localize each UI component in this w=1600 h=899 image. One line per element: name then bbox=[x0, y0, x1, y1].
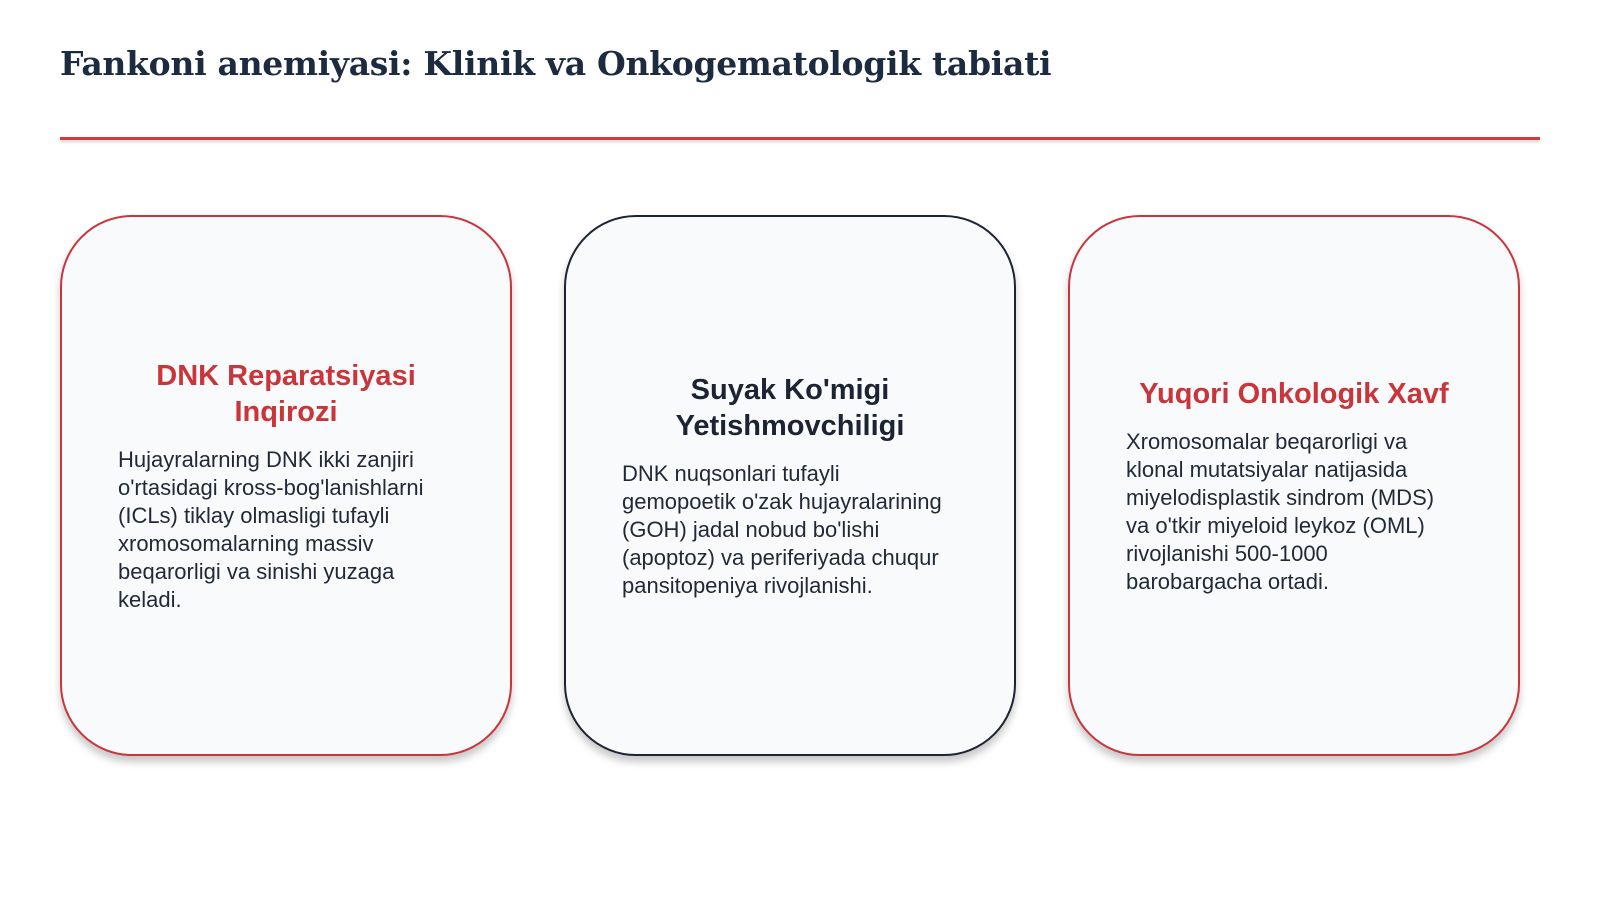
card-bone-marrow-failure bbox=[564, 215, 1016, 756]
card-body: DNK nuqsonlari tufayli gemopoetik o'zak hujayralarining (GOH) jadal nobud bo'lishi (apoptoz) va periferiyada chuqur pansitopeniya rivojlanishi. bbox=[622, 460, 942, 598]
card-title: DNK Reparatsiyasi Inqirozi bbox=[156, 359, 416, 428]
card-body: Hujayralarning DNK ikki zanjiri o'rtasidagi kross-bog'lanishlarni (ICLs) tiklay olmasligi tufayli xromosomalarning massiv beqarorligi va sinishi yuzaga keladi. bbox=[118, 446, 424, 612]
card-dna-repair bbox=[60, 215, 512, 756]
slide-title: Fankoni anemiyasi: Klinik va Onkogematologik tabiati bbox=[60, 44, 1052, 83]
card-oncologic-risk bbox=[1068, 215, 1520, 756]
card-body: Xromosomalar beqarorligi va klonal mutatsiyalar natijasida miyelodisplastik sindrom (MDS) va o'tkir miyeloid leykoz (OML) rivojlanishi 500-1000 barobargacha ortadi. bbox=[1126, 428, 1435, 594]
card-title: Yuqori Onkologik Xavf bbox=[1139, 377, 1449, 410]
card-title: Suyak Ko'migi Yetishmovchiligi bbox=[675, 373, 905, 442]
title-divider bbox=[60, 137, 1540, 140]
